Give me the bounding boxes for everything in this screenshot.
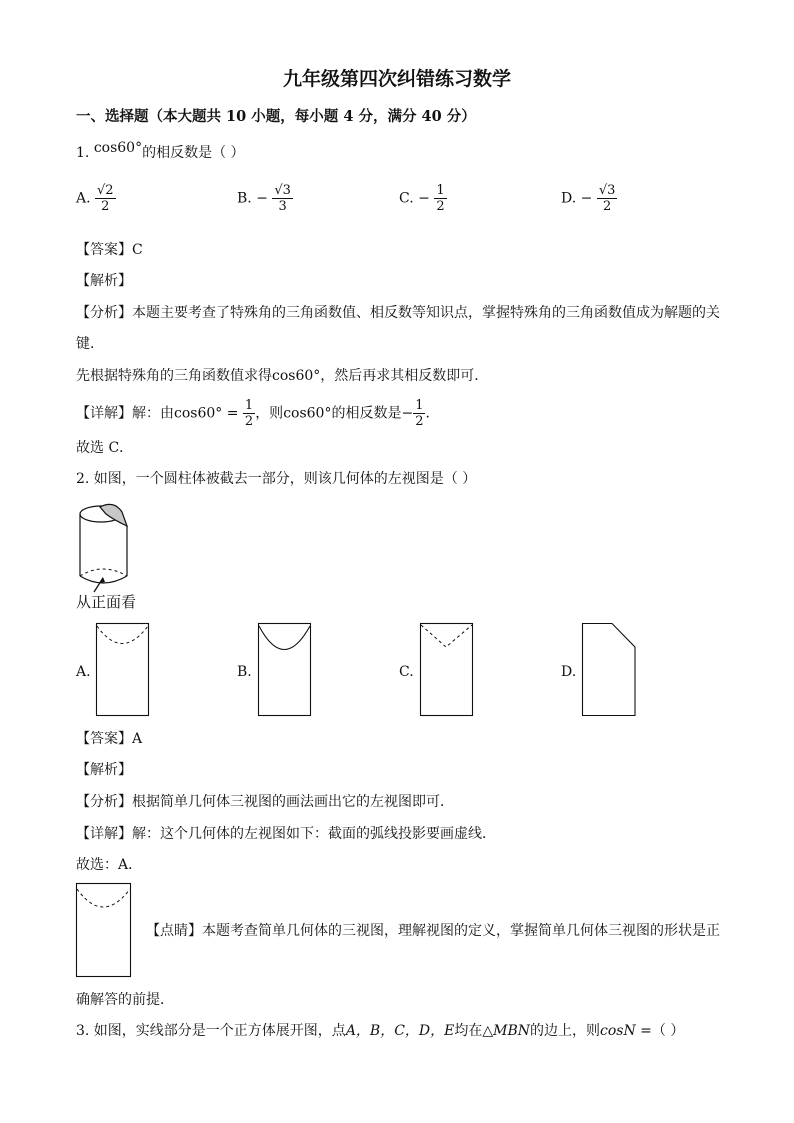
- option-fraction: [434, 183, 446, 214]
- option-d[interactable]: [561, 183, 617, 214]
- fraction-numerator: 1: [415, 398, 424, 413]
- solid-arc: [259, 626, 310, 650]
- detail-line: [76, 824, 496, 844]
- question-text: 均在: [454, 1023, 483, 1039]
- triangle-label: △MBN: [482, 1023, 531, 1039]
- option-d-figure[interactable]: [582, 623, 638, 717]
- math-expr: cos60°: [272, 368, 321, 384]
- detail-end: ．: [425, 405, 440, 422]
- option-letter: D.: [561, 190, 577, 207]
- cylinder-bottom-back: [80, 569, 127, 576]
- option-c[interactable]: [399, 183, 447, 214]
- left-view-figure: [76, 883, 132, 979]
- fenxi-line: [76, 303, 720, 323]
- fraction-numerator: 1: [436, 183, 445, 198]
- rectangle-shape: [97, 624, 149, 716]
- section-heading: 一、选择题（本大题共 10 小题，每小题 4 分，满分 40 分）: [76, 108, 476, 125]
- choose-line: 故选：A．: [76, 857, 143, 873]
- option-a-figure[interactable]: [96, 623, 150, 717]
- points-label: A，B，C，D，E: [345, 1023, 455, 1039]
- analysis-tag: 【解析】: [76, 762, 132, 778]
- answer-tag: 【答案】: [76, 242, 132, 258]
- math-expr: cos60°: [93, 140, 143, 156]
- detail-text: 解：由: [132, 405, 174, 422]
- detail-text: ，则: [255, 405, 284, 422]
- fraction-numerator: √2: [97, 183, 114, 198]
- dianjing-tag: 【点睛】: [146, 923, 202, 939]
- option-letter: A.: [76, 190, 91, 207]
- dianjing-text: 本题考查简单几何体的三视图，理解视图的定义，掌握简单几何体三视图的形状是正: [202, 923, 720, 939]
- question-text: 的相反数是（ ）: [142, 145, 245, 161]
- math-expr: cosN =: [600, 1023, 652, 1039]
- choose-line: 故选 C．: [76, 440, 134, 456]
- cylinder-figure: [70, 500, 140, 595]
- option-c-figure[interactable]: [420, 623, 474, 717]
- fenxi-tag: 【分析】: [76, 794, 132, 810]
- option-d-letter[interactable]: D.: [561, 664, 577, 680]
- detail-tag: 【详解】: [76, 405, 132, 422]
- fraction-denominator: 2: [415, 414, 424, 429]
- view-label: 从正面看: [76, 593, 137, 611]
- fraction-denominator: 2: [244, 414, 254, 429]
- answer-blank: （ ）: [651, 1023, 685, 1039]
- option-fraction: [95, 183, 116, 214]
- detail-fraction-1: [243, 398, 255, 429]
- option-sign: −: [580, 190, 593, 207]
- option-b[interactable]: [237, 183, 293, 214]
- fraction-denominator: 2: [602, 199, 612, 214]
- option-b-figure[interactable]: [258, 623, 312, 717]
- option-sign: −: [418, 190, 430, 207]
- dashed-arc: [97, 626, 148, 644]
- detail-text: 解：这个几何体的左视图如下：截面的弧线投影要画虚线．: [132, 826, 496, 842]
- arrow-head-icon: [99, 577, 105, 583]
- analysis-tag: 【解析】: [76, 273, 132, 289]
- answer-value: C: [132, 242, 143, 258]
- fraction-numerator: √3: [274, 183, 291, 198]
- fraction-numerator: √3: [598, 183, 616, 198]
- question-number: 1.: [76, 145, 90, 161]
- cut-face: [100, 504, 127, 526]
- option-c-letter[interactable]: C.: [399, 664, 414, 680]
- fraction-denominator: 3: [278, 199, 287, 214]
- option-sign: −: [256, 190, 268, 207]
- answer-line: [76, 729, 142, 749]
- page-title: 九年级第四次纠错练习数学: [282, 68, 511, 90]
- fenxi-text: 根据简单几何体三视图的画法画出它的左视图即可．: [132, 794, 454, 810]
- detail-text: 的相反数是: [331, 405, 402, 422]
- fraction-numerator: 1: [244, 398, 254, 413]
- answer-value: A: [132, 731, 143, 747]
- question-text: 的边上，则: [530, 1023, 601, 1039]
- question-1-stem: [76, 140, 245, 163]
- minus-sign: −: [401, 405, 414, 422]
- math-expr: cos60° =: [174, 405, 239, 422]
- answer-tag: 【答案】: [76, 731, 132, 747]
- method-text: 先根据特殊角的三角函数值求得: [76, 368, 272, 384]
- option-fraction: [597, 183, 618, 214]
- option-fraction: [272, 183, 293, 214]
- answer-line: [76, 240, 143, 260]
- option-letter: B.: [237, 190, 252, 207]
- cut-corner-shape: [583, 624, 636, 716]
- option-b-letter[interactable]: B.: [237, 664, 252, 680]
- option-a[interactable]: [76, 183, 116, 214]
- method-line: [76, 366, 488, 386]
- dashed-arc: [77, 889, 130, 907]
- fraction-denominator: 2: [436, 199, 445, 214]
- fraction-denominator: 2: [101, 199, 110, 214]
- option-a-letter[interactable]: A.: [76, 664, 91, 680]
- detail-tag: 【详解】: [76, 826, 132, 842]
- option-letter: C.: [399, 190, 414, 207]
- fenxi-text: 本题主要考查了特殊角的三角函数值、相反数等知识点，掌握特殊角的三角函数值成为解题的关: [132, 305, 720, 321]
- dianjing-line-2: 确解答的前提．: [76, 992, 174, 1008]
- detail-fraction-2: [413, 398, 425, 429]
- math-expr: cos60°: [283, 405, 332, 422]
- question-3-stem: [76, 1021, 684, 1041]
- rectangle-shape: [421, 624, 473, 716]
- question-text: 3. 如图，实线部分是一个正方体展开图，点: [76, 1023, 346, 1039]
- dianjing-line: [146, 921, 720, 941]
- method-text-end: ，然后再求其相反数即可．: [320, 368, 489, 384]
- fenxi-line-2: 键．: [76, 336, 104, 352]
- fenxi-line: [76, 792, 454, 812]
- question-2-stem: 2. 如图，一个圆柱体被截去一部分，则该几何体的左视图是（ ）: [76, 471, 477, 487]
- fenxi-tag: 【分析】: [76, 305, 132, 321]
- detail-line: [76, 398, 439, 429]
- dashed-v-line: [421, 625, 472, 647]
